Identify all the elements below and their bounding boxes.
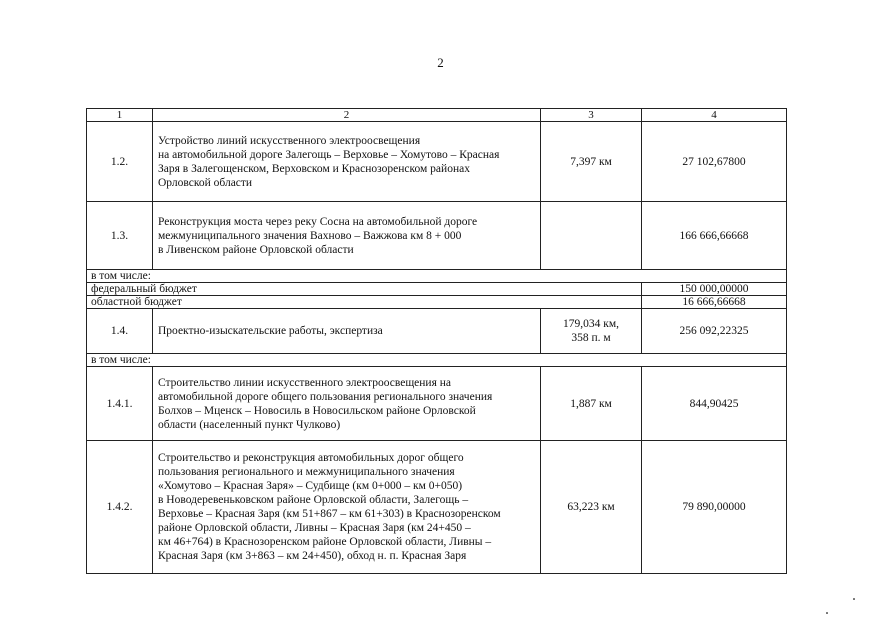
- federal-budget-row: [87, 283, 787, 296]
- row-length: 7,397 км: [541, 122, 642, 202]
- description-line: Красная Заря (км 3+863 – км 24+450), обход н. п. Красная Заря: [158, 550, 467, 562]
- description-line: км 46+764) в Краснозоренском районе Орловской области, Ливны –: [158, 536, 492, 548]
- row-description: [153, 202, 541, 270]
- row-amount: 166 666,66668: [642, 202, 787, 270]
- including-row: [87, 354, 787, 367]
- row-length: 1,887 км: [541, 367, 642, 441]
- description-line: области (населенный пункт Чулково): [158, 418, 341, 431]
- row-number: 1.3.: [87, 202, 153, 270]
- description-line: Реконструкция моста через реку Сосна на автомобильной дороге: [158, 215, 478, 228]
- row-amount: 256 092,22325: [642, 309, 787, 354]
- description-line: Проектно-изыскательские работы, экспертиза: [158, 325, 383, 337]
- federal-budget-value: 150 000,00000: [642, 283, 787, 296]
- description-line: в Ливенском районе Орловской области: [158, 243, 354, 256]
- row-number: 1.4.2.: [87, 441, 153, 574]
- federal-budget-label: федеральный бюджет: [87, 283, 642, 296]
- page-number: 2: [437, 55, 444, 70]
- budget-table: [86, 108, 787, 574]
- table-row: [87, 309, 787, 354]
- description-line: районе Орловской области, Ливны – Красная Заря (км 24+450 –: [158, 522, 471, 534]
- including-row: [87, 270, 787, 283]
- header-col-2: 2: [153, 109, 541, 122]
- including-label: в том числе:: [87, 354, 787, 367]
- table-row: [87, 122, 787, 202]
- description-line: Строительство линии искусственного электроосвещения на: [158, 376, 452, 389]
- table-header-row: [87, 109, 787, 122]
- row-amount: 27 102,67800: [642, 122, 787, 202]
- description-line: в Новодеревеньковском районе Орловской области, Залегощь –: [158, 494, 469, 506]
- table-row: [87, 367, 787, 441]
- description-line: межмуниципального значения Вахново – Важжова км 8 + 000: [158, 229, 462, 242]
- regional-budget-value: 16 666,66668: [642, 296, 787, 309]
- description-line: Верховье – Красная Заря (км 51+867 – км 61+303) в Краснозоренском: [158, 508, 501, 520]
- description-line: Устройство линий искусственного электроосвещения: [158, 134, 421, 147]
- row-number: 1.4.1.: [87, 367, 153, 441]
- length-line: 179,034 км,: [563, 318, 619, 330]
- description-line: пользования регионального и межмуниципального значения: [158, 466, 455, 478]
- description-line: на автомобильной дороге Залегощь – Верховье – Хомутово – Красная: [158, 148, 500, 161]
- row-length: [541, 202, 642, 270]
- table-row: [87, 441, 787, 574]
- row-description: [153, 367, 541, 441]
- row-number: 1.2.: [87, 122, 153, 202]
- row-length: [541, 309, 642, 354]
- header-col-1: 1: [87, 109, 153, 122]
- regional-budget-label: областной бюджет: [87, 296, 642, 309]
- table-row: [87, 202, 787, 270]
- scan-speck: [826, 612, 828, 614]
- including-label: в том числе:: [87, 270, 787, 283]
- description-line: Заря в Залегощенском, Верховском и Краснозоренском районах: [158, 162, 470, 175]
- length-line: 358 п. м: [571, 332, 611, 344]
- scan-speck: [853, 598, 855, 600]
- regional-budget-row: [87, 296, 787, 309]
- description-line: Орловской области: [158, 176, 253, 189]
- row-length: 63,223 км: [541, 441, 642, 574]
- description-line: «Хомутово – Красная Заря» – Судбище (км 0+000 – км 0+050): [158, 480, 463, 492]
- row-description: [153, 122, 541, 202]
- row-amount: 844,90425: [642, 367, 787, 441]
- description-line: автомобильной дороге общего пользования регионального значения: [158, 390, 493, 403]
- row-description: [153, 309, 541, 354]
- description-line: Строительство и реконструкция автомобильных дорог общего: [158, 452, 464, 464]
- row-number: 1.4.: [87, 309, 153, 354]
- row-amount: 79 890,00000: [642, 441, 787, 574]
- header-col-4: 4: [642, 109, 787, 122]
- row-description: [153, 441, 541, 574]
- header-col-3: 3: [541, 109, 642, 122]
- description-line: Болхов – Мценск – Новосиль в Новосильском районе Орловской: [158, 404, 476, 417]
